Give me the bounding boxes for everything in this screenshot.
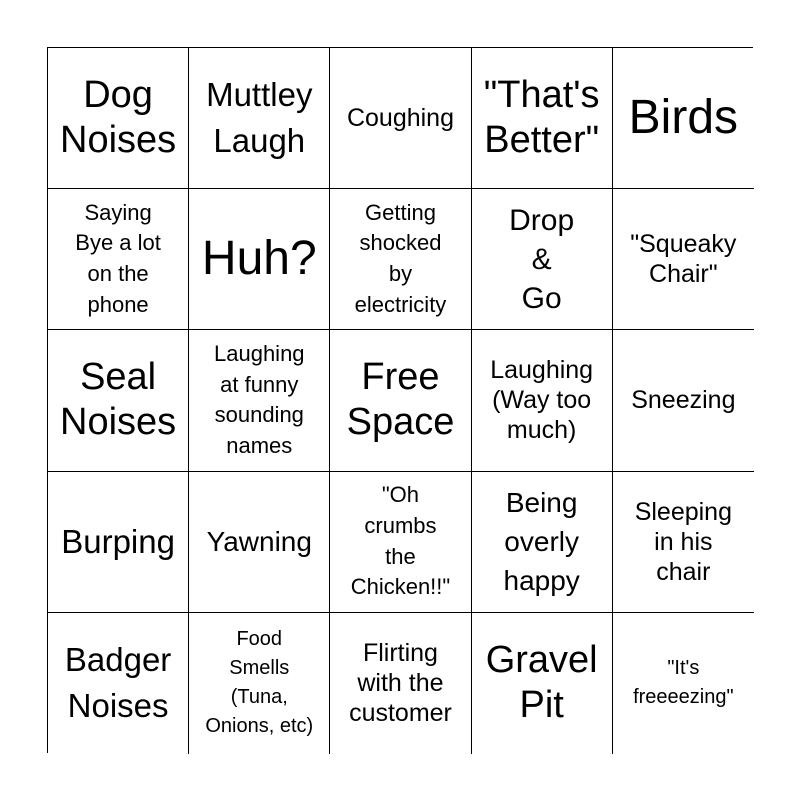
cell-label: Seal Noises — [60, 355, 177, 444]
bingo-cell-drop-and-go[interactable] — [472, 189, 613, 330]
cell-label: Sneezing — [631, 386, 736, 415]
bingo-cell-laughing-too-much[interactable] — [472, 330, 613, 471]
bingo-cell-burping[interactable] — [48, 472, 189, 613]
cell-label: Food Smells (Tuna, Onions, etc) — [205, 628, 314, 738]
bingo-cell-muttley-laugh[interactable] — [189, 48, 330, 189]
cell-label: Flirting with the customer — [349, 639, 452, 728]
bingo-cell-getting-shocked[interactable] — [330, 189, 471, 330]
bingo-cell-coughing[interactable] — [330, 48, 471, 189]
cell-label: Badger Noises — [64, 641, 172, 725]
cell-label: Laughing (Way too much) — [490, 356, 594, 445]
cell-label: Being overly happy — [503, 486, 580, 597]
cell-label: "It's freeeezing" — [633, 657, 734, 709]
bingo-cell-freeeezing[interactable] — [613, 613, 754, 754]
cell-label: Free Space — [346, 355, 455, 444]
cell-label: Yawning — [206, 526, 312, 558]
bingo-cell-squeaky-chair[interactable] — [613, 189, 754, 330]
bingo-cell-oh-crumbs[interactable] — [330, 472, 471, 613]
bingo-cell-huh[interactable] — [189, 189, 330, 330]
bingo-board — [47, 47, 753, 753]
bingo-cell-thats-better[interactable] — [472, 48, 613, 189]
bingo-cell-badger-noises[interactable] — [48, 613, 189, 754]
cell-label: Drop & Go — [509, 203, 575, 315]
cell-label: Getting shocked by electricity — [354, 199, 447, 318]
cell-label: Burping — [61, 522, 175, 560]
bingo-cell-sneezing[interactable] — [613, 330, 754, 471]
bingo-cell-yawning[interactable] — [189, 472, 330, 613]
bingo-cell-food-smells[interactable] — [189, 613, 330, 754]
cell-label: Sleeping in his chair — [634, 497, 732, 586]
bingo-cell-seal-noises[interactable] — [48, 330, 189, 471]
cell-label: Gravel Pit — [485, 638, 598, 727]
cell-label: Dog Noises — [60, 73, 177, 162]
bingo-cell-overly-happy[interactable] — [472, 472, 613, 613]
bingo-cell-laughing-names[interactable] — [189, 330, 330, 471]
bingo-cell-sleeping-chair[interactable] — [613, 472, 754, 613]
cell-label: Muttley Laugh — [206, 75, 313, 160]
cell-label: "Squeaky Chair" — [630, 230, 737, 289]
cell-label: Saying Bye a lot on the phone — [75, 199, 161, 318]
cell-label: Coughing — [346, 104, 454, 133]
bingo-cell-saying-bye[interactable] — [48, 189, 189, 330]
bingo-cell-free-space[interactable] — [330, 330, 471, 471]
cell-label: Huh? — [201, 231, 317, 285]
cell-label: Birds — [628, 90, 739, 144]
cell-label: Laughing at funny sounding names — [214, 340, 305, 459]
cell-label: "That's Better" — [483, 73, 600, 162]
bingo-cell-flirting[interactable] — [330, 613, 471, 754]
bingo-cell-gravel-pit[interactable] — [472, 613, 613, 754]
bingo-cell-dog-noises[interactable] — [48, 48, 189, 189]
cell-label: "Oh crumbs the Chicken!!" — [350, 482, 451, 600]
bingo-cell-birds[interactable] — [613, 48, 754, 189]
